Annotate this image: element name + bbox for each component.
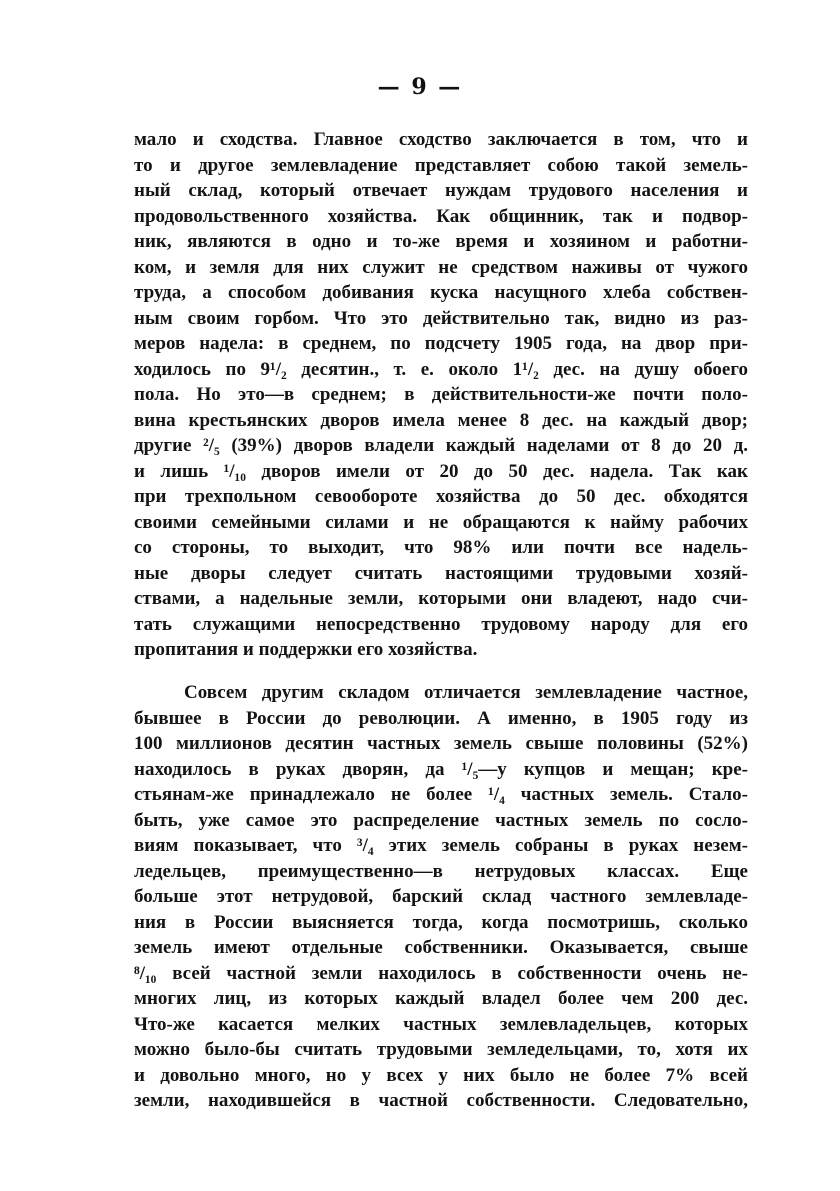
text-line: ные дворы следует считать настоящими трудовыми хозяй- xyxy=(134,562,748,584)
text-line: своими семейными силами и не обращаются к найму рабочих xyxy=(134,511,748,533)
text-line: ным своим горбом. Что это действительно так, видно из раз- xyxy=(134,307,748,329)
text-line: земли, находившейся в частной собственности. Следовательно, xyxy=(134,1090,748,1111)
text-line: быть, уже самое это распределение частных земель по сосло- xyxy=(134,809,748,831)
text-line: ледельцев, преимущественно—в нетрудовых классах. Еще xyxy=(134,860,748,882)
text-line: тать служащими непосредственно трудовому народу для его xyxy=(134,613,748,635)
text-line: многих лиц, из которых каждый владел более чем 200 дес. xyxy=(134,988,748,1009)
text-line: ный склад, который отвечает нуждам трудового населения и xyxy=(134,180,748,201)
text-line: пола. Но это—в среднем; в действительности-же почти поло- xyxy=(134,384,748,405)
text-line: Совсем другим складом отличается землевладение частное, xyxy=(184,682,748,703)
text-line: ⁸/₁₀ всей частной земли находилось в собственности очень не- xyxy=(134,962,748,984)
text-line: можно было-бы считать трудовыми земледельцами, то, хотя их xyxy=(134,1039,748,1060)
text-line: ходилось по 9¹/₂ десятин., т. е. около 1¹/₂ дес. на душу обоего xyxy=(134,358,748,380)
text-line: Что-же касается мелких частных землевладельцев, которых xyxy=(134,1013,748,1035)
text-line: бывшее в России до революции. А именно, в 1905 году из xyxy=(134,707,748,729)
text-line: виям показывает, что ³/₄ этих земель собраны в руках незем- xyxy=(134,835,748,856)
text-line: ком, и земля для них служит не средством наживы от чужого xyxy=(134,256,748,278)
text-line: стьянам-же принадлежало не более ¹/₄ частных земель. Стало- xyxy=(134,784,748,805)
text-line: 100 миллионов десятин частных земель свыше половины (52%) xyxy=(134,733,748,754)
text-line: при трехпольном севообороте хозяйства до 50 дес. обходятся xyxy=(134,486,748,507)
text-line: другие ²/₅ (39%) дворов владели каждый наделами от 8 до 20 д. xyxy=(134,435,748,456)
text-line: со стороны, то выходит, что 98% или почти все надель- xyxy=(134,537,748,558)
page-number: — 9 — xyxy=(377,74,463,100)
paragraph-2 xyxy=(134,680,748,1114)
text-line: земель имеют отдельные собственники. Оказывается, свыше xyxy=(134,937,748,958)
text-line: то и другое землевладение представляет собою такой земель- xyxy=(134,154,748,176)
text-line: находилось в руках дворян, да ¹/₅—у купцов и мещан; кре- xyxy=(134,758,748,780)
text-line: ния в России выясняется тогда, когда посмотришь, сколько xyxy=(134,911,748,933)
text-line: меров надела: в среднем, по подсчету 1905 года, на двор при- xyxy=(134,333,748,354)
text-line: и лишь ¹/₁₀ дворов имели от 20 до 50 дес. надела. Так как xyxy=(134,460,748,482)
text-line: мало и сходства. Главное сходство заключается в том, что и xyxy=(134,129,748,150)
text-line: и довольно много, но у всех у них было не более 7% всей xyxy=(134,1064,748,1086)
text-line: пропитания и поддержки его хозяйства. xyxy=(134,639,478,660)
text-line: ник, являются в одно и то-же время и хозяином и работни- xyxy=(134,231,748,252)
text-line: вина крестьянских дворов имела менее 8 дес. на каждый двор; xyxy=(134,409,748,431)
text-line: больше этот нетрудовой, барский склад частного землевладе- xyxy=(134,886,748,907)
paragraph-1 xyxy=(134,127,748,663)
text-line: ствами, а надельные земли, которыми они владеют, надо счи- xyxy=(134,588,748,609)
text-line: труда, а способом добивания куска насущного хлеба собствен- xyxy=(134,282,748,303)
text-line: продовольственного хозяйства. Как общинник, так и подвор- xyxy=(134,205,748,227)
